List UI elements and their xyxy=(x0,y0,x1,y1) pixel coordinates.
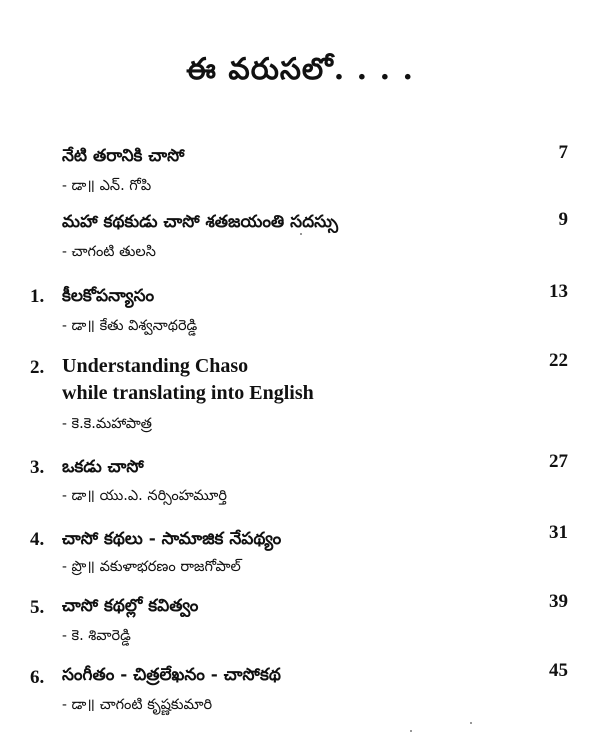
entry-author: - డా॥ చాగంటి కృష్ణకుమారి xyxy=(62,697,213,713)
entry-number: 6. xyxy=(30,667,45,688)
entry-page-number: 7 xyxy=(558,142,568,163)
entry-author: - డా॥ యు.ఎ. నర్సింహమూర్తి xyxy=(62,488,227,504)
entry-title: మహా కథకుడు చాసో శతజయంతి సదస్సు xyxy=(62,212,339,232)
scan-speck xyxy=(410,730,412,732)
entry-title: Understanding Chaso xyxy=(62,355,249,377)
entry-title: చాసో కథలు - సామాజిక నేపథ్యం xyxy=(62,529,282,549)
entry-page-number: 27 xyxy=(549,451,568,472)
entry-number: 5. xyxy=(30,597,45,618)
entry-page-number: 31 xyxy=(549,522,568,543)
entry-author: - డా॥ కేతు విశ్వనాథరెడ్డి xyxy=(62,318,198,334)
entry-page-number: 22 xyxy=(549,350,568,371)
entry-title: సంగీతం - చిత్రలేఖనం - చాసోకథ xyxy=(62,665,281,685)
entry-page-number: 9 xyxy=(558,209,568,230)
entry-number: 3. xyxy=(30,457,45,478)
entry-author: - కె. శివారెడ్డి xyxy=(62,628,131,644)
entry-author: - డా॥ ఎన్. గోపి xyxy=(62,178,152,194)
entry-author: - ప్రొ॥ వకుళాభరణం రాజగోపాల్ xyxy=(62,559,241,575)
entry-title: కీలకోపన్యాసం xyxy=(62,286,155,306)
entry-page-number: 45 xyxy=(549,660,568,681)
entry-title: నేటి తరానికి చాసో xyxy=(62,146,185,166)
entry-number: 2. xyxy=(30,357,45,378)
contents-heading: ఈ వరుసలో. . . . xyxy=(186,52,414,87)
scan-speck xyxy=(300,233,302,235)
entry-title: చాసో కథల్లో కవిత్వం xyxy=(62,596,199,616)
entry-title: ఒకడు చాసో xyxy=(62,457,144,477)
scan-speck xyxy=(470,722,472,724)
entry-title-line2: while translating into English xyxy=(62,382,314,404)
entry-number: 4. xyxy=(30,529,45,550)
entry-author: - చాగంటి తులసి xyxy=(62,244,156,260)
entry-page-number: 39 xyxy=(549,591,568,612)
entry-page-number: 13 xyxy=(549,281,568,302)
entry-author: - కె.కె.మహాపాత్ర xyxy=(62,416,152,432)
entry-number: 1. xyxy=(30,286,45,307)
